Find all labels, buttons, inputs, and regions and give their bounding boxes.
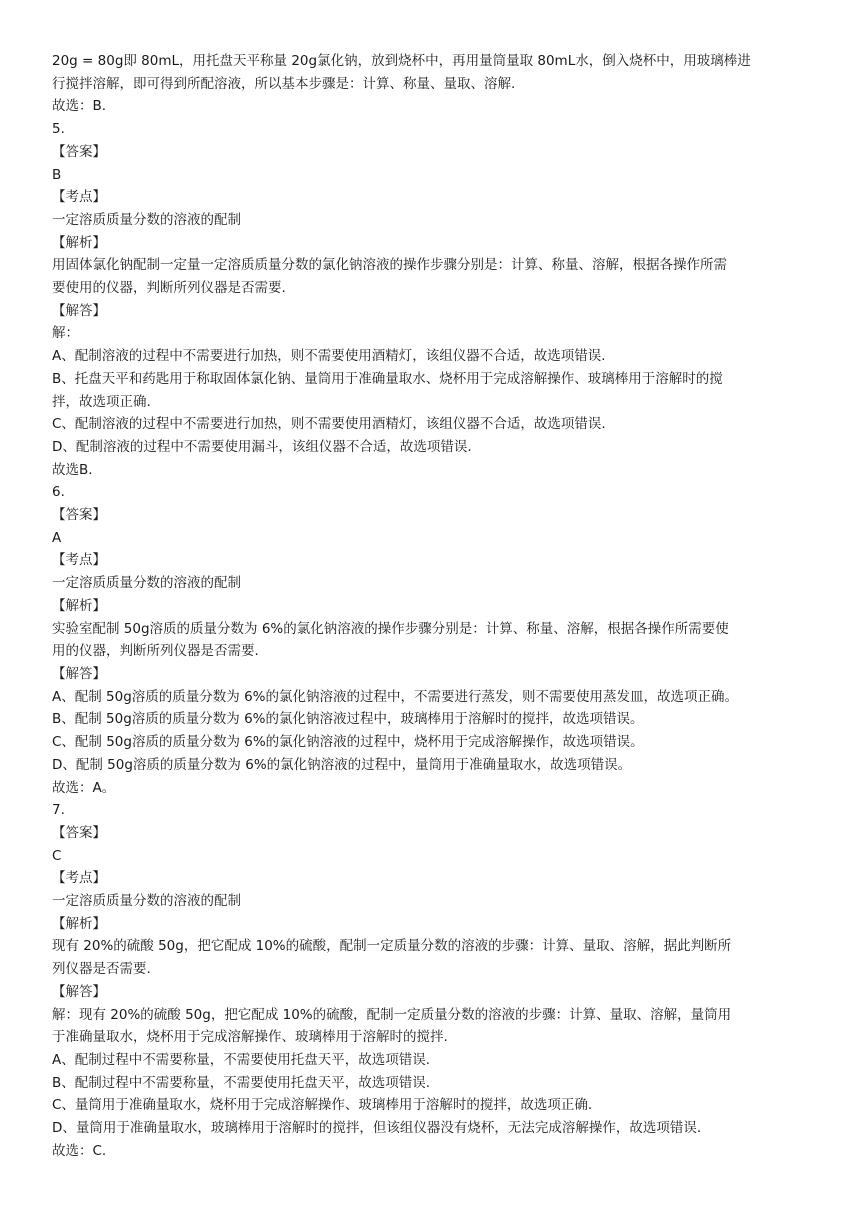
analysis-line: 实验室配制 50g溶质的质量分数为 6%的氯化钠溶液的操作步骤分别是：计算、称量、溶解，根据各操作所需要使	[52, 620, 729, 637]
answer-label: 【答案】	[52, 507, 106, 524]
solution-line: 故选B.	[52, 461, 93, 478]
document-body	[52, 50, 812, 1162]
text-line: 行搅拌溶解，即可得到所配溶液，所以基本步骤是：计算、称量、量取、溶解.	[52, 75, 516, 92]
question-number: 5.	[52, 121, 65, 138]
solution-line: D、量筒用于准确量取水，玻璃棒用于溶解时的搅拌，但该组仪器没有烧杯，无法完成溶解操作，故选项错误.	[52, 1120, 702, 1137]
question-5	[52, 118, 812, 481]
solution-label: 【解答】	[52, 302, 106, 319]
solution-line: 故选：C.	[52, 1142, 107, 1159]
solution-line: B、配制过程中不需要称量，不需要使用托盘天平，故选项错误.	[52, 1074, 431, 1091]
analysis-label: 【解析】	[52, 234, 106, 251]
answer-value: C	[52, 847, 62, 864]
solution-line: C、配制 50g溶质的质量分数为 6%的氯化钠溶液的过程中，烧杯用于完成溶解操作，故选项错误。	[52, 734, 644, 751]
solution-line: A、配制过程中不需要称量，不需要使用托盘天平，故选项错误.	[52, 1051, 431, 1068]
analysis-line: 要使用的仪器，判断所列仪器是否需要.	[52, 280, 286, 297]
text-line: 20g = 80g即 80mL，用托盘天平称量 20g氯化钠，放到烧杯中，再用量筒量取 80mL水，倒入烧杯中，用玻璃棒进	[52, 53, 751, 69]
analysis-line: 列仪器是否需要.	[52, 961, 151, 978]
solution-line: B、配制 50g溶质的质量分数为 6%的氯化钠溶液过程中，玻璃棒用于溶解时的搅拌，故选项错误。	[52, 711, 644, 728]
analysis-label: 【解析】	[52, 597, 106, 614]
question-number: 6.	[52, 484, 65, 501]
answer-value: A	[52, 529, 62, 546]
answer-label: 【答案】	[52, 824, 106, 841]
solution-line: 于准确量取水，烧杯用于完成溶解操作、玻璃棒用于溶解时的搅拌.	[52, 1029, 448, 1046]
analysis-label: 【解析】	[52, 915, 106, 932]
answer-value: B	[52, 166, 62, 183]
point-text: 一定溶质质量分数的溶液的配制	[52, 575, 241, 592]
question-7	[52, 799, 812, 1162]
analysis-line: 现有 20%的硫酸 50g，把它配成 10%的硫酸，配制一定质量分数的溶液的步骤：计算、量取、溶解，据此判断所	[52, 938, 732, 955]
analysis-line: 用固体氯化钠配制一定量一定溶质质量分数的氯化钠溶液的操作步骤分别是：计算、称量、溶解，根据各操作所需	[52, 257, 727, 274]
solution-line: C、配制溶液的过程中不需要进行加热，则不需要使用酒精灯，该组仪器不合适，故选项错误.	[52, 416, 606, 433]
solution-line: 拌，故选项正确.	[52, 393, 151, 410]
solution-line: 解：	[52, 325, 79, 342]
question-number: 7.	[52, 802, 65, 819]
solution-line: 解：现有 20%的硫酸 50g，把它配成 10%的硫酸，配制一定质量分数的溶液的步骤：计算、量取、溶解，量筒用	[52, 1006, 732, 1023]
solution-line: 故选：A。	[52, 779, 116, 796]
analysis-line: 用的仪器，判断所列仪器是否需要.	[52, 643, 259, 660]
intro-block	[52, 50, 812, 118]
solution-line: A、配制 50g溶质的质量分数为 6%的氯化钠溶液的过程中，不需要进行蒸发，则不需要使用蒸发皿，故选项正确。	[52, 688, 738, 705]
text-line: 故选：B.	[52, 98, 107, 115]
point-label: 【考点】	[52, 189, 106, 206]
point-text: 一定溶质质量分数的溶液的配制	[52, 211, 241, 228]
question-6	[52, 481, 812, 799]
solution-line: A、配制溶液的过程中不需要进行加热，则不需要使用酒精灯，该组仪器不合适，故选项错误.	[52, 348, 606, 365]
solution-line: B、托盘天平和药匙用于称取固体氯化钠、量筒用于准确量取水、烧杯用于完成溶解操作、玻璃棒用于溶解时的搅	[52, 370, 723, 387]
point-label: 【考点】	[52, 870, 106, 887]
answer-label: 【答案】	[52, 143, 106, 160]
solution-line: C、量筒用于准确量取水，烧杯用于完成溶解操作、玻璃棒用于溶解时的搅拌，故选项正确.	[52, 1097, 593, 1114]
solution-label: 【解答】	[52, 665, 106, 682]
solution-line: D、配制 50g溶质的质量分数为 6%的氯化钠溶液的过程中，量筒用于准确量取水，故选项错误。	[52, 756, 632, 773]
point-label: 【考点】	[52, 552, 106, 569]
solution-line: D、配制溶液的过程中不需要使用漏斗，该组仪器不合适，故选项错误.	[52, 438, 472, 455]
point-text: 一定溶质质量分数的溶液的配制	[52, 893, 241, 910]
solution-label: 【解答】	[52, 983, 106, 1000]
